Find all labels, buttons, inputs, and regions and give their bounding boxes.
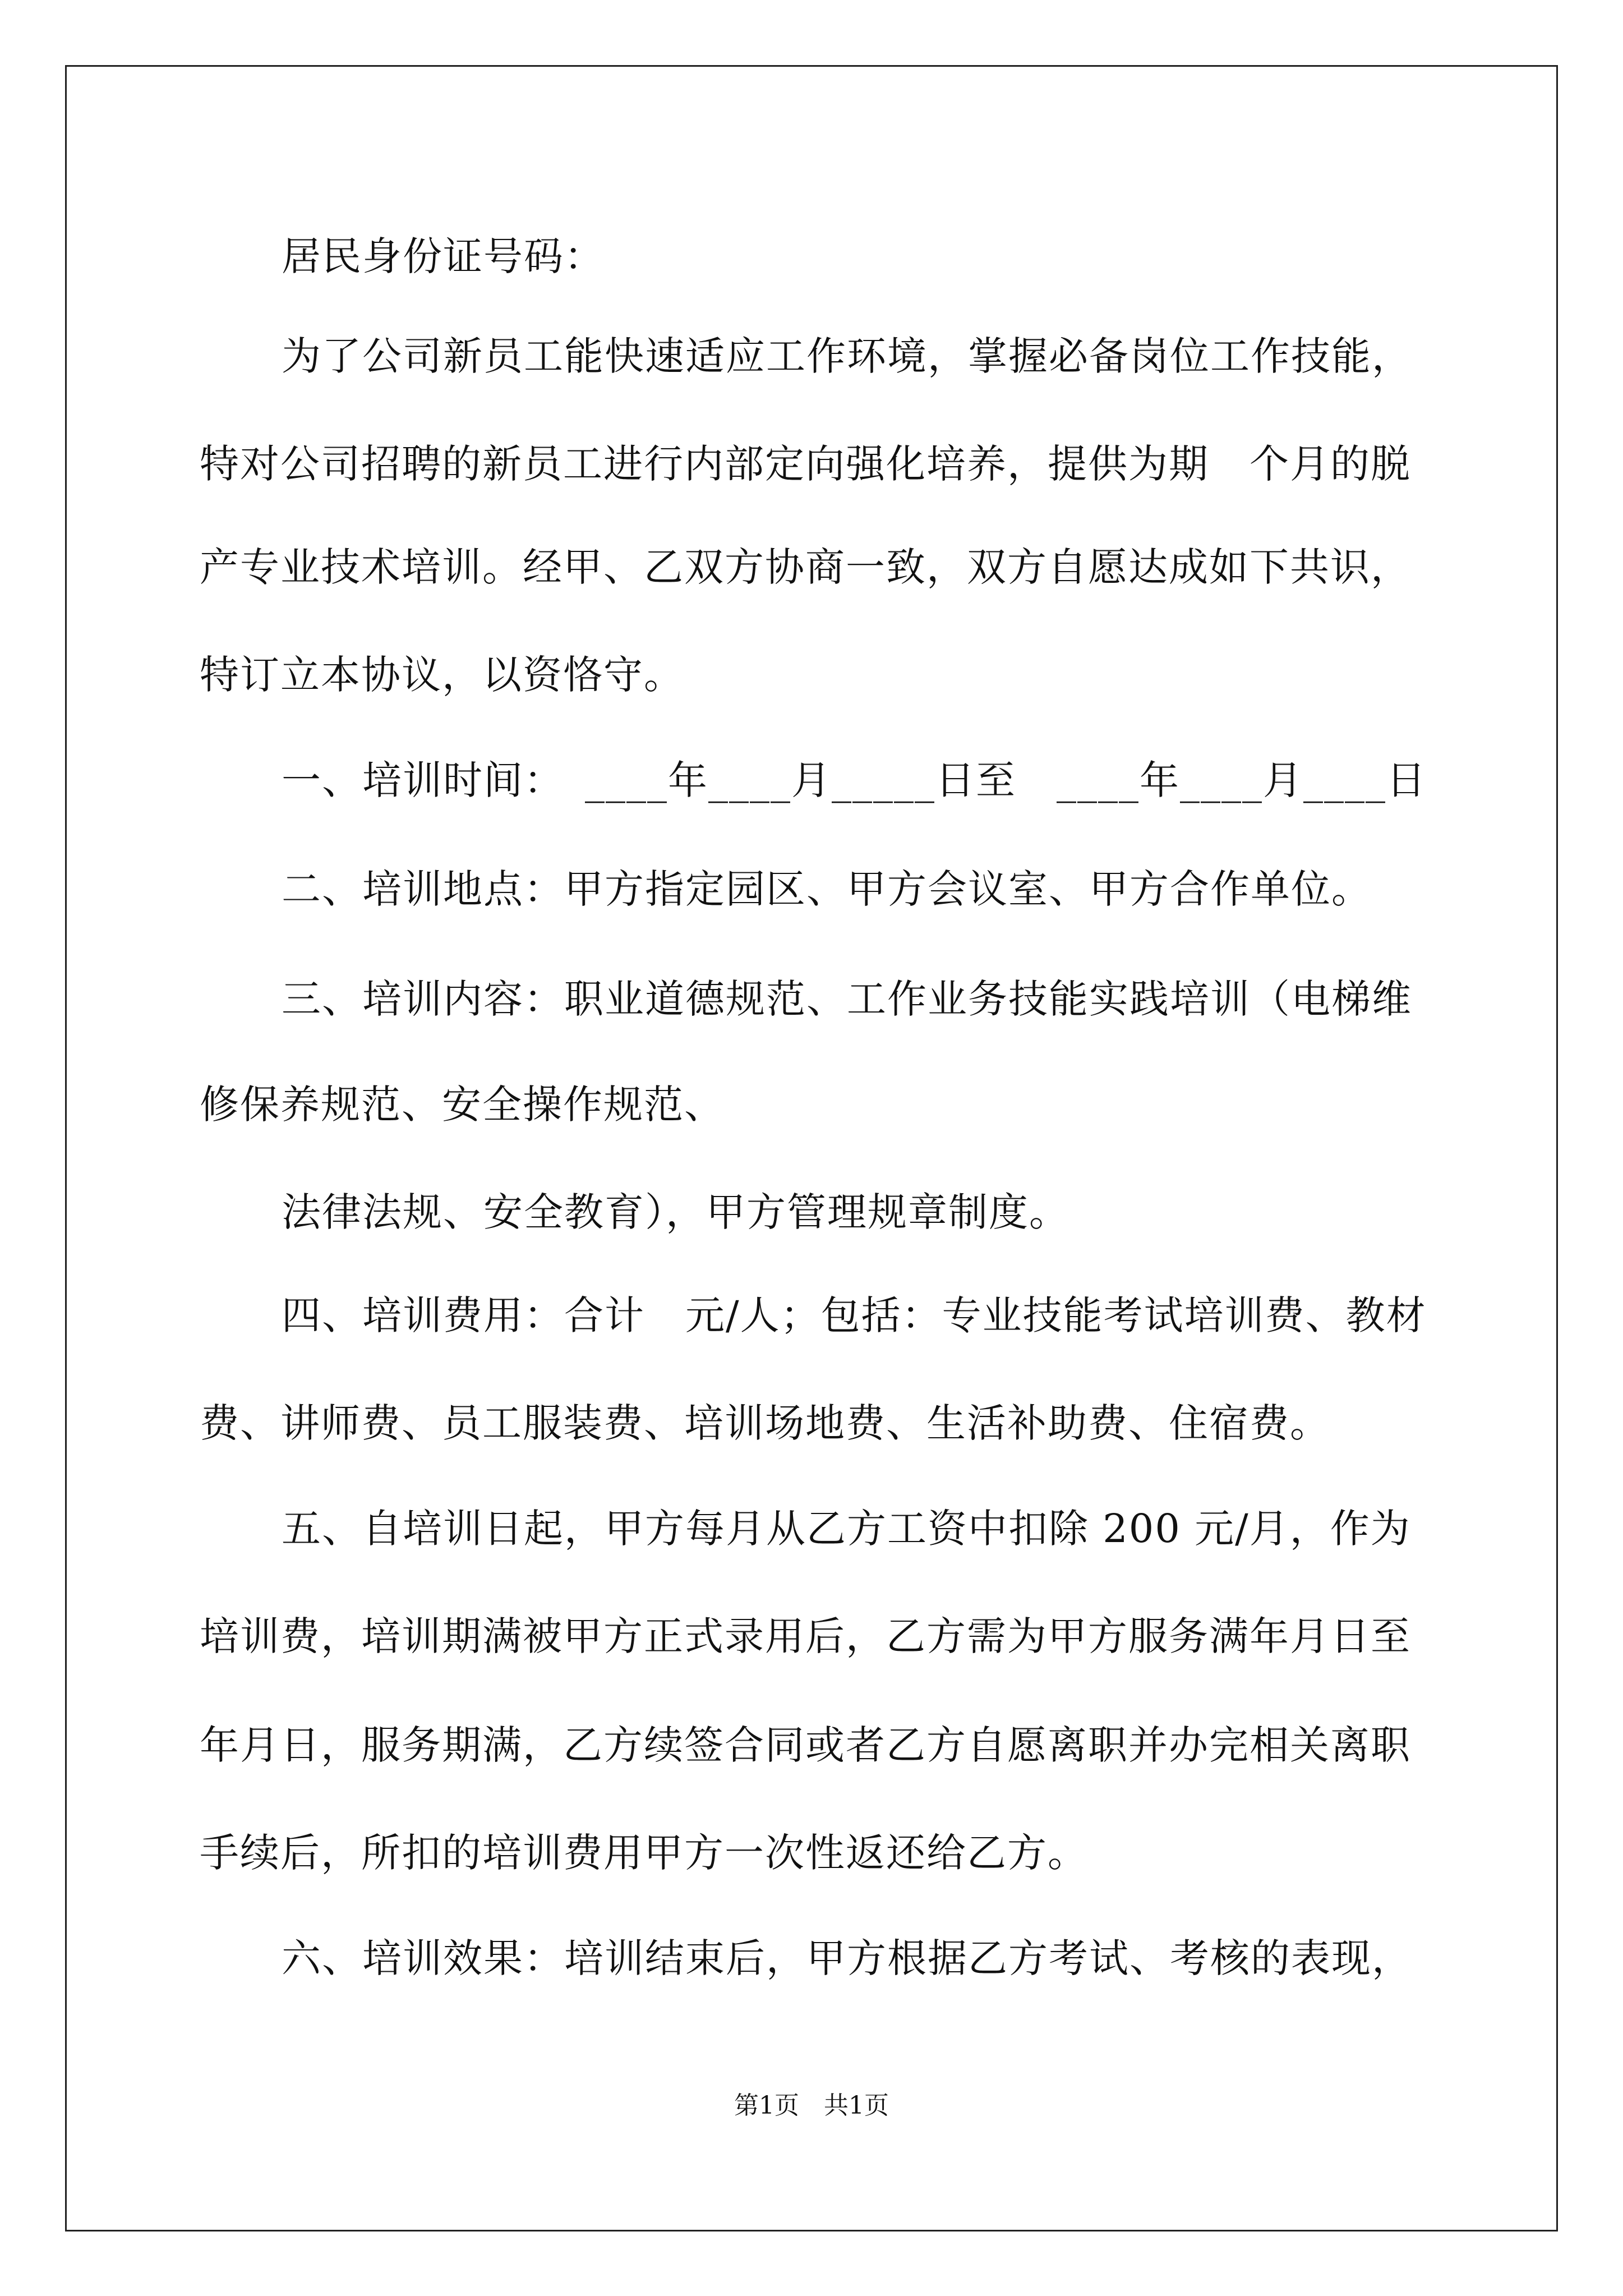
text-line: 培训费，培训期满被甲方正式录用后，乙方需为甲方服务满年月日至 <box>200 1613 1411 1659</box>
text-line: 六、培训效果：培训结束后，甲方根据乙方考试、考核的表现， <box>282 1935 1412 1981</box>
text-line: 修保养规范、安全操作规范、 <box>200 1082 725 1128</box>
text-line: 手续后，所扣的培训费用甲方一次性返还给乙方。 <box>200 1830 1088 1876</box>
page-footer: 第1页 共1页 <box>734 2091 889 2120</box>
text-line: 居民身份证号码： <box>282 233 605 279</box>
text-line: 特对公司招聘的新员工进行内部定向强化培养，提供为期 个月的脱 <box>200 441 1411 487</box>
text-line: 费、讲师费、员工服装费、培训场地费、生活补助费、住宿费。 <box>200 1400 1330 1446</box>
text-line: 四、培训费用：合计 元/人；包括：专业技能考试培训费、教材 <box>282 1292 1427 1338</box>
text-line: 五、自培训日起，甲方每月从乙方工资中扣除 200 元/月，作为 <box>282 1506 1411 1552</box>
text-line: 产专业技术培训。经甲、乙双方协商一致，双方自愿达成如下共识， <box>200 544 1411 590</box>
text-line: 法律法规、安全教育），甲方管理规章制度。 <box>282 1189 1069 1235</box>
page-border <box>65 65 1558 2231</box>
text-line: 一、培训时间： ____年____月_____日至 ____年____月____日 <box>282 757 1427 803</box>
text-line: 二、培训地点：甲方指定园区、甲方会议室、甲方合作单位。 <box>282 866 1372 912</box>
text-line: 年月日，服务期满，乙方续签合同或者乙方自愿离职并办完相关离职 <box>200 1722 1411 1768</box>
text-line: 为了公司新员工能快速适应工作环境，掌握必备岗位工作技能， <box>282 333 1412 379</box>
text-line: 三、培训内容：职业道德规范、工作业务技能实践培训（电梯维 <box>282 976 1412 1022</box>
text-line: 特订立本协议，以资恪守。 <box>200 652 684 698</box>
